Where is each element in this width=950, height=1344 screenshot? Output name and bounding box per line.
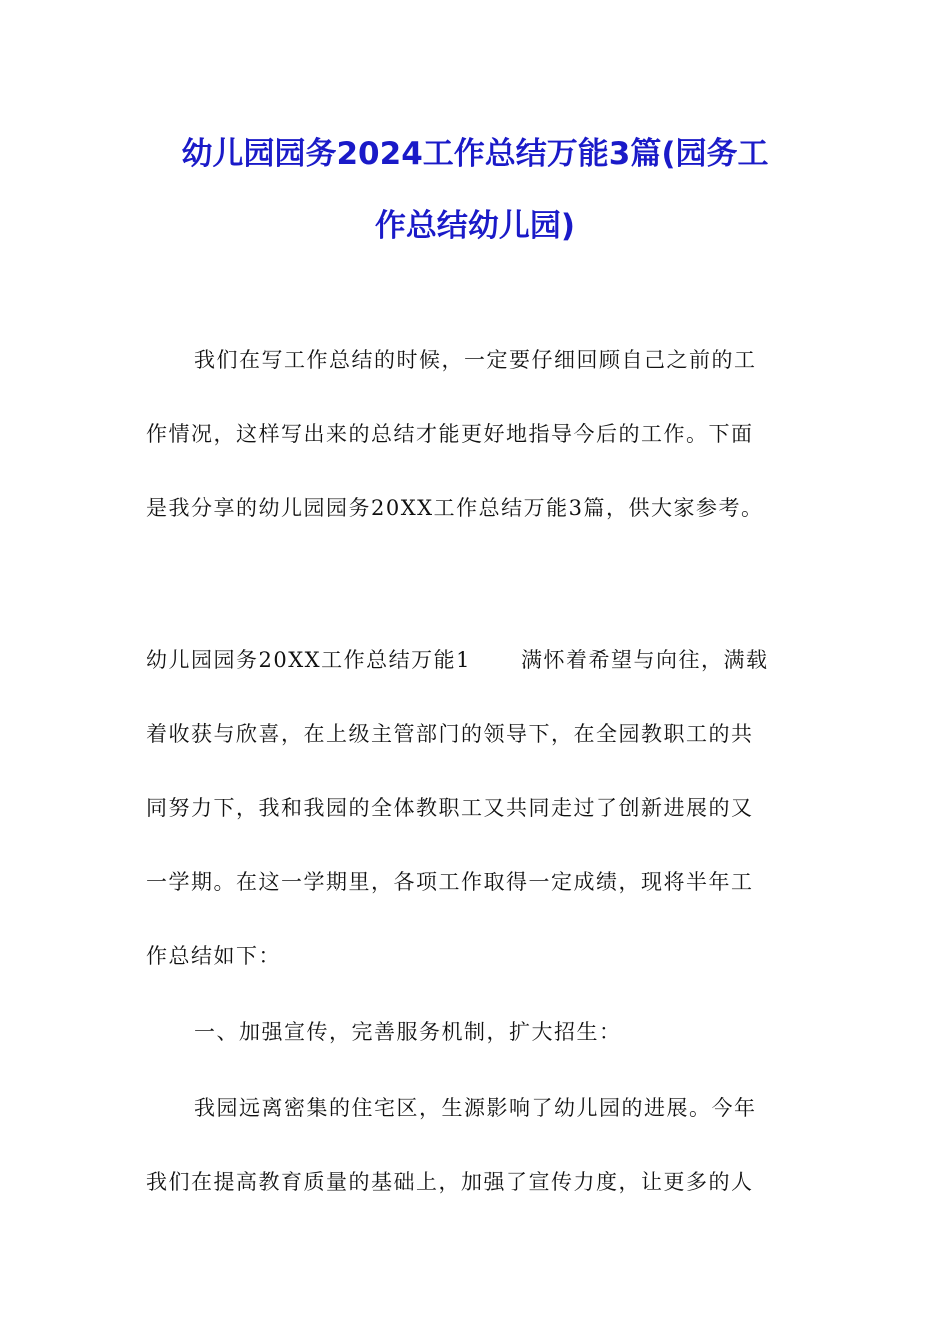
intro-paragraph-line: 我们在写工作总结的时候，一定要仔细回顾自己之前的工 xyxy=(194,348,757,372)
section-1-body-line: 着收获与欣喜，在上级主管部门的领导下，在全园教职工的共 xyxy=(146,722,754,746)
section-1-first-line xyxy=(146,646,806,674)
section-1-body-line: 同努力下，我和我园的全体教职工又共同走过了创新进展的又 xyxy=(146,796,754,820)
point-1-body-line: 我园远离密集的住宅区，生源影响了幼儿园的进展。今年 xyxy=(194,1096,757,1120)
point-1-body-line: 我们在提高教育质量的基础上，加强了宣传力度，让更多的人 xyxy=(146,1170,754,1194)
intro-paragraph-line: 是我分享的幼儿园园务20XX工作总结万能3篇，供大家参考。 xyxy=(146,496,764,520)
section-1-body-line: 一学期。在这一学期里，各项工作取得一定成绩，现将半年工 xyxy=(146,870,754,894)
document-title-line-1: 幼儿园园务2024工作总结万能3篇(园务工 xyxy=(181,136,769,172)
point-1-heading: 一、加强宣传，完善服务机制，扩大招生： xyxy=(194,1020,622,1044)
section-1-body-line: 作总结如下： xyxy=(146,944,281,968)
document-title-line-2: 作总结幼儿园) xyxy=(374,208,576,244)
section-1-heading: 幼儿园园务20XX工作总结万能1 xyxy=(146,648,471,672)
section-1-lead-text: 满怀着希望与向往，满载 xyxy=(520,648,769,672)
intro-paragraph-line: 作情况，这样写出来的总结才能更好地指导今后的工作。下面 xyxy=(146,422,754,446)
